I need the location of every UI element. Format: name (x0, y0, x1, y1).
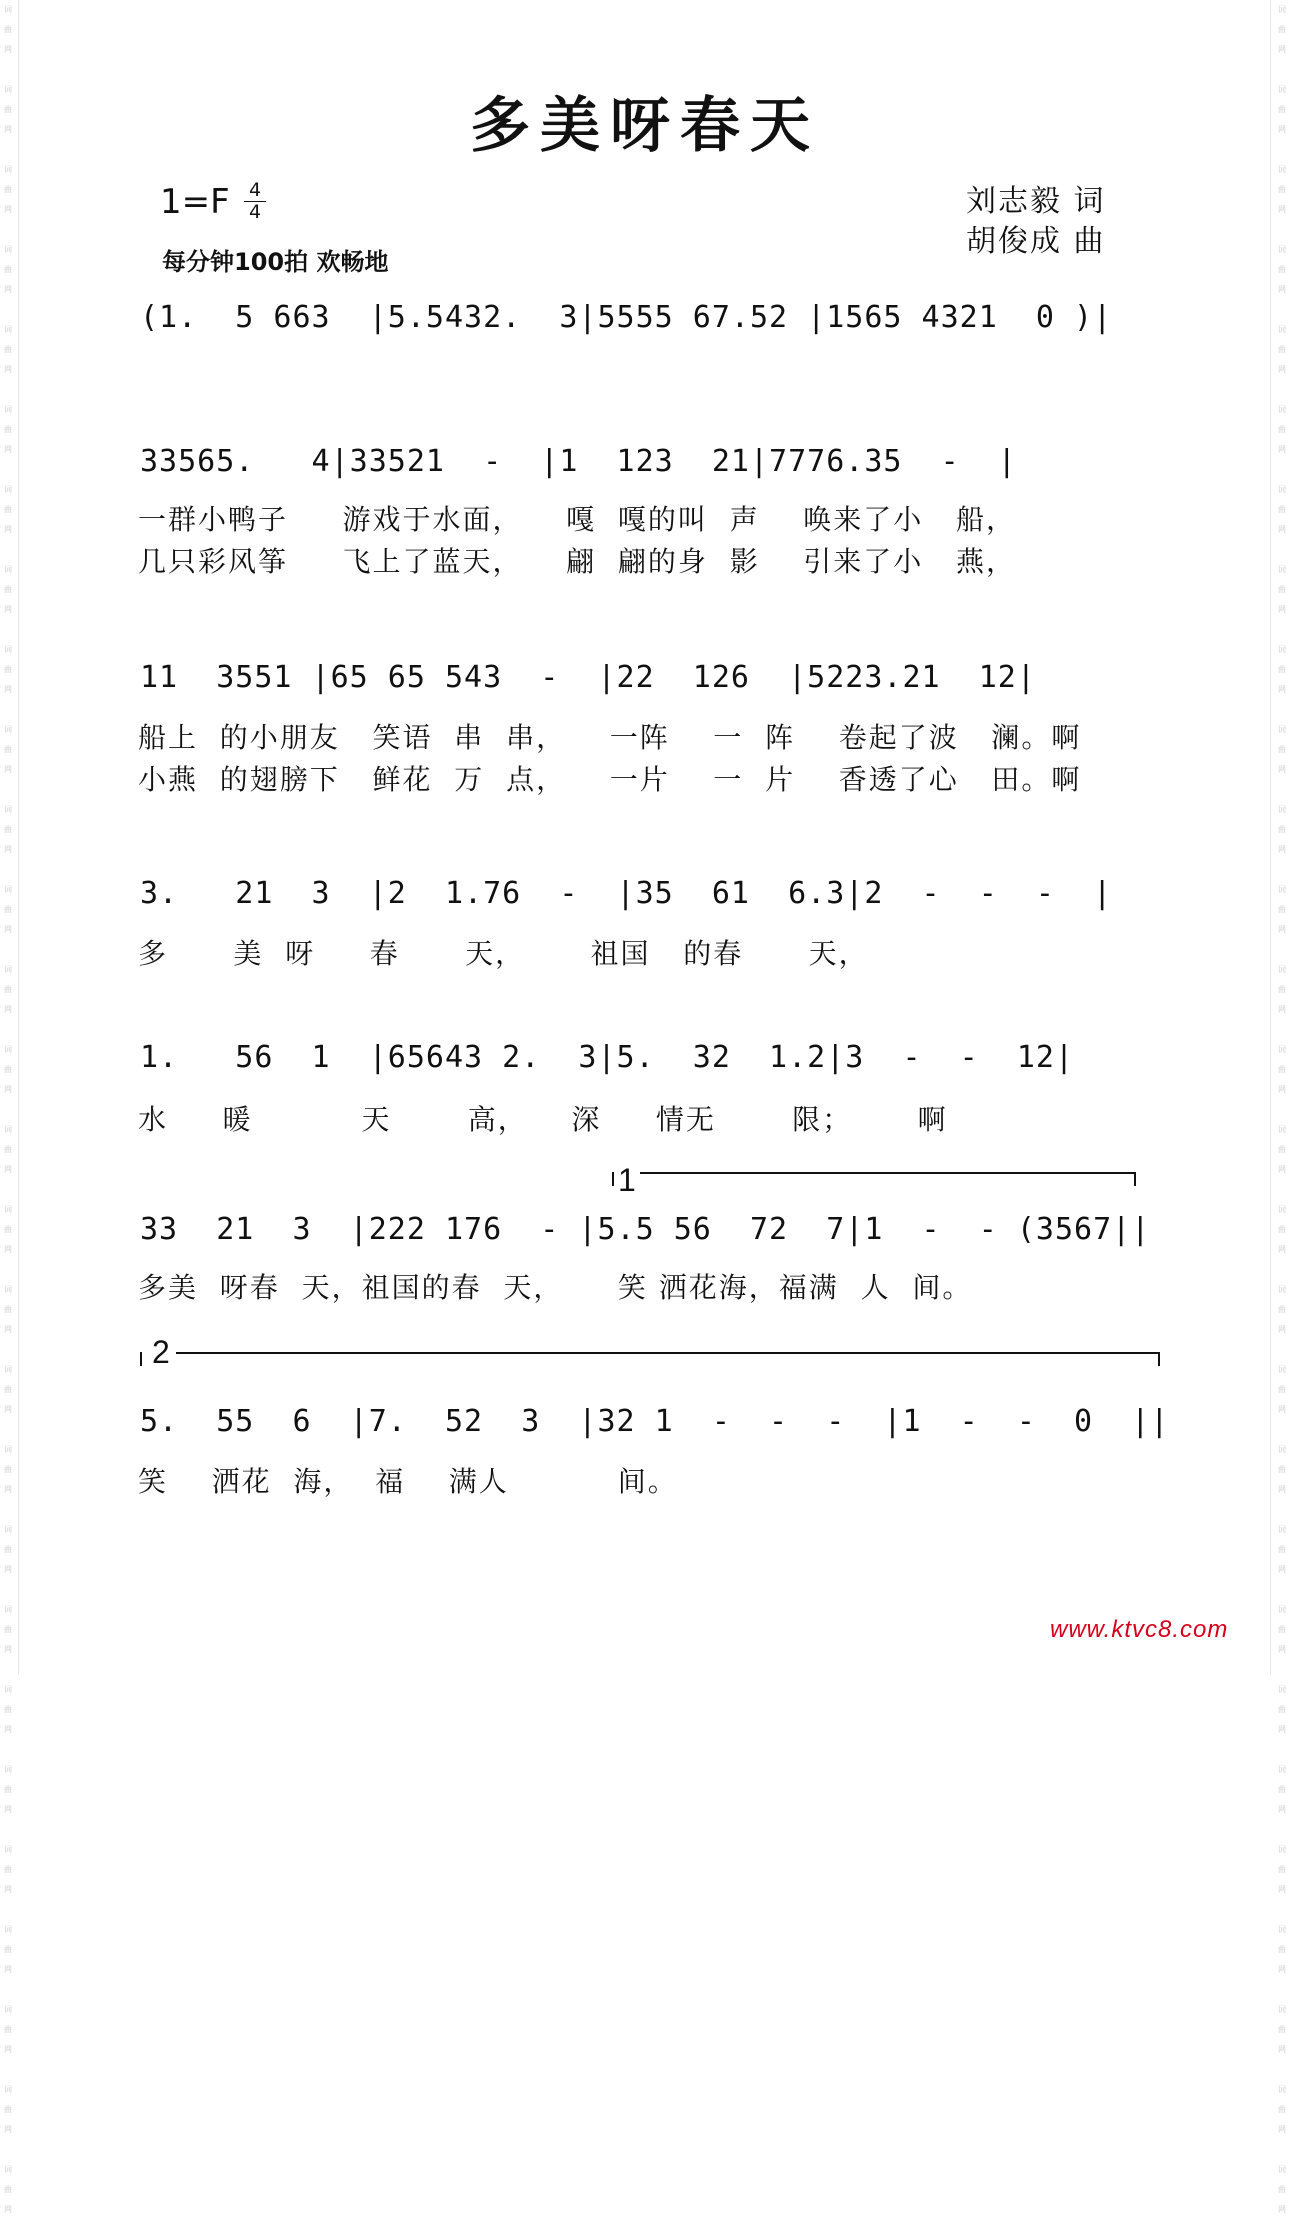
side-rule-left (18, 0, 19, 1674)
first-ending-hook-right (1134, 1172, 1136, 1186)
lyric-line-2-verse-2: 几只彩风筝 飞上了蓝天， 翩 翩的身 影 引来了小 燕， (138, 545, 1017, 578)
tempo-marking: 每分钟100拍 欢畅地 (162, 248, 389, 276)
side-watermark-right: 词 曲 网 词 曲 网 词 曲 网 词 曲 网 词 曲 网 词 曲 网 词 曲 网 词 曲 网 词 曲 网 词 曲 网 词 曲 网 词 曲 网 词 曲 网 词 曲 网 词 曲 网 词 曲 网 词 曲 网 词 曲 网 词 曲 网 词 曲 网 词 曲 网 词 曲 网 词 曲 网 词 曲 网 词 曲 网 词 曲 网 词 曲 网 词 曲 网 (1278, 5, 1286, 2214)
composer-credit: 胡俊成 曲 (966, 224, 1106, 259)
lyricist-credit: 刘志毅 词 (966, 184, 1106, 219)
site-watermark-url: www.ktvc8.com (1050, 1616, 1229, 1643)
notes-line-5: 1. 56 1 |65643 2. 3|5. 32 1.2|3 - - 12| (140, 1040, 1075, 1075)
notes-line-7: 5. 55 6 |7. 52 3 |32 1 - - - |1 - - 0 || (140, 1404, 1170, 1439)
lyric-line-3-verse-2: 小燕 的翅膀下 鲜花 万 点， 一片 一 片 香透了心 田。啊 (138, 763, 1082, 796)
lyric-line-2-verse-1: 一群小鸭子 游戏于水面， 嘎 嘎的叫 声 唤来了小 船， (138, 503, 1017, 536)
notes-line-2: 33565. 4|33521 - |1 123 21|7776.35 - | (140, 444, 1017, 479)
first-ending-bracket (640, 1172, 1136, 1174)
lyric-line-6: 多美 呀春 天，祖国的春 天， 笑 洒花海，福满 人 间。 (138, 1271, 973, 1304)
notes-line-4: 3. 21 3 |2 1.76 - |35 61 6.3|2 - - - | (140, 876, 1113, 911)
second-ending-bracket (176, 1352, 1160, 1354)
meter-top: 4 (248, 179, 262, 201)
lyric-line-3-verse-1: 船上 的小朋友 笑语 串 串， 一阵 一 阵 卷起了波 澜。啊 (138, 721, 1082, 754)
key-signature: 1=F (160, 182, 230, 222)
side-rule-right (1270, 0, 1271, 1674)
lyric-line-5: 水 暖 天 高， 深 情无 限； 啊 (138, 1103, 948, 1136)
notes-line-6: 33 21 3 |222 176 - |5.5 56 72 7|1 - - (3567|| (140, 1212, 1151, 1247)
notes-line-3: 11 3551 |65 65 543 - |22 126 |5223.21 12| (140, 660, 1036, 695)
time-signature (244, 180, 266, 223)
first-ending-hook-left (612, 1172, 614, 1186)
notes-line-1: (1. 5 663 |5.5432. 3|5555 67.52 |1565 4321 0 )| (140, 300, 1113, 335)
meter-bottom: 4 (244, 201, 266, 223)
second-ending-number: 2 (152, 1334, 170, 1370)
song-title: 多美呀春天 (470, 91, 820, 161)
second-ending-hook-right (1158, 1352, 1160, 1366)
lyric-line-7: 笑 洒花 海， 福 满人 间。 (138, 1465, 678, 1498)
second-ending-hook-left (140, 1352, 142, 1366)
first-ending-number: 1 (618, 1162, 636, 1198)
lyric-line-4: 多 美 呀 春 天， 祖国 的春 天， (138, 937, 869, 970)
side-watermark-left: 词 曲 网 词 曲 网 词 曲 网 词 曲 网 词 曲 网 词 曲 网 词 曲 网 词 曲 网 词 曲 网 词 曲 网 词 曲 网 词 曲 网 词 曲 网 词 曲 网 词 曲 网 词 曲 网 词 曲 网 词 曲 网 词 曲 网 词 曲 网 词 曲 网 词 曲 网 词 曲 网 词 曲 网 词 曲 网 词 曲 网 词 曲 网 词 曲 网 (4, 5, 12, 2214)
